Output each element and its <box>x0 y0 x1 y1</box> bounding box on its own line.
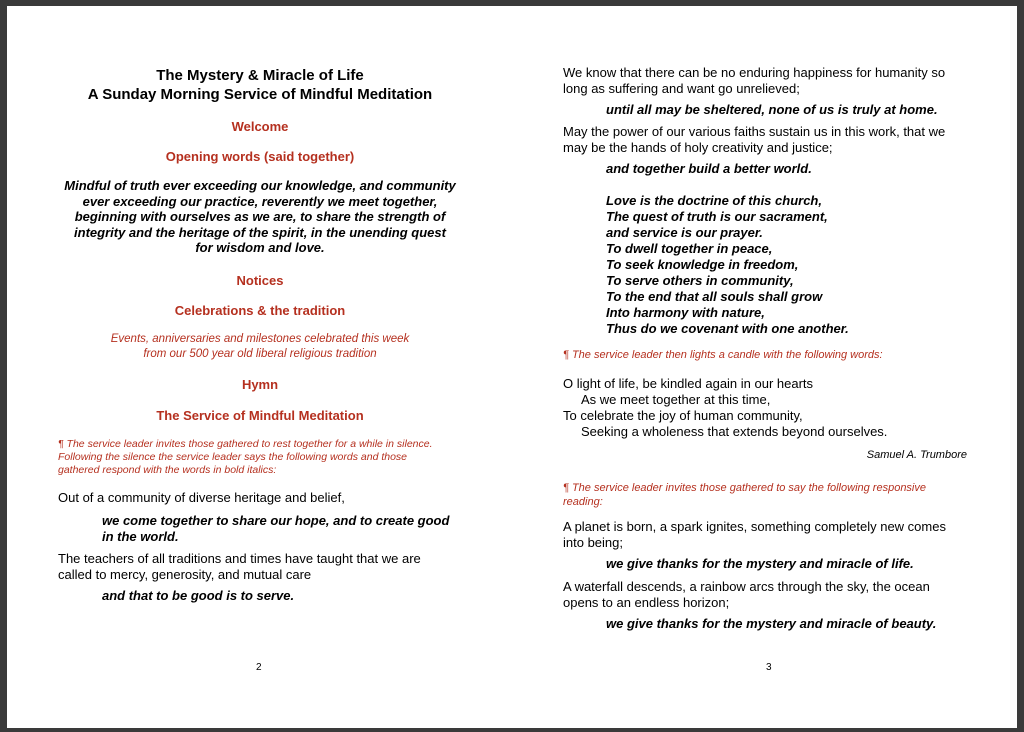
page-number: 3 <box>766 662 772 673</box>
page-number: 2 <box>256 662 262 673</box>
response: and together build a better world. <box>606 161 812 176</box>
note-line: gathered respond with the words in bold italics: <box>58 463 277 476</box>
response: we give thanks for the mystery and miracle of beauty. <box>606 616 937 631</box>
call-line: The teachers of all traditions and times have taught that we are <box>58 551 421 566</box>
poem-line: O light of life, be kindled again in our hearts <box>563 376 814 391</box>
subtitle-line: A Sunday Morning Service of Mindful Meditation <box>87 86 433 103</box>
response-line: in the world. <box>102 529 179 544</box>
opening-line: integrity and the heritage of the spirit, in the unending quest <box>74 224 446 240</box>
call-line: called to mercy, generosity, and mutual care <box>58 567 312 582</box>
call-paragraph <box>563 124 945 156</box>
poem-line: To celebrate the joy of human community, <box>563 408 803 423</box>
response <box>102 513 449 545</box>
covenant-line: Thus do we covenant with one another. <box>606 321 849 336</box>
poem-line: As we meet together at this time, <box>581 392 771 407</box>
poem <box>563 376 887 440</box>
attribution: Samuel A. Trumbore <box>866 449 967 461</box>
covenant-line: To seek knowledge in freedom, <box>606 257 799 272</box>
call-line: long as suffering and want go unrelieved; <box>563 81 800 96</box>
note-line: Following the silence the service leader says the following words and those <box>58 450 408 463</box>
opening-heading: Opening words (said together) <box>165 149 355 164</box>
note-line: ¶ The service leader invites those gathered to say the following responsive <box>563 482 926 494</box>
instruction-note <box>58 438 478 476</box>
opening-line: for wisdom and love. <box>195 240 325 256</box>
title-line: The Mystery & Miracle of Life <box>156 67 364 84</box>
response: and that to be good is to serve. <box>102 588 295 603</box>
call-line: into being; <box>563 535 623 550</box>
covenant <box>606 193 849 337</box>
response: we give thanks for the mystery and miracle of life. <box>606 556 914 571</box>
notices-heading: Notices <box>236 273 284 288</box>
celebrations-heading: Celebrations & the tradition <box>174 303 346 318</box>
covenant-line: and service is our prayer. <box>606 225 763 240</box>
call-paragraph <box>563 579 930 611</box>
call-line: may be the hands of holy creativity and justice; <box>563 140 833 155</box>
covenant-line: To the end that all souls shall grow <box>606 289 823 304</box>
call-paragraph <box>563 65 945 97</box>
covenant-line: To dwell together in peace, <box>606 241 773 256</box>
poem-line: Seeking a wholeness that extends beyond ourselves. <box>581 424 888 439</box>
note-line: reading: <box>563 496 603 508</box>
call-line: We know that there can be no enduring happiness for humanity so <box>563 65 946 80</box>
left-page <box>7 6 512 728</box>
right-page <box>512 6 1017 728</box>
document-spread <box>7 6 1017 728</box>
service-heading: The Service of Mindful Meditation <box>156 408 364 423</box>
call-line: Out of a community of diverse heritage and belief, <box>58 490 345 505</box>
call-line: opens to an endless horizon; <box>563 595 730 610</box>
events-description <box>57 332 463 362</box>
call-line: A waterfall descends, a rainbow arcs through the sky, the ocean <box>563 579 930 594</box>
opening-line: beginning with ourselves as we are, to share the strength of <box>74 209 446 225</box>
response: until all may be sheltered, none of us is truly at home. <box>606 102 938 117</box>
note-line: ¶ The service leader invites those gathered to rest together for a while in silence. <box>58 438 433 450</box>
call-line: A planet is born, a spark ignites, something completely new comes <box>563 519 946 534</box>
responsive-note <box>563 481 983 509</box>
covenant-line: To serve others in community, <box>606 273 794 288</box>
covenant-line: The quest of truth is our sacrament, <box>606 209 828 224</box>
page-title <box>57 66 463 104</box>
call-paragraph <box>58 551 421 583</box>
opening-line: Mindful of truth ever exceeding our knowledge, and community <box>64 178 456 193</box>
call-paragraph <box>563 519 946 551</box>
opening-words <box>57 178 463 256</box>
response-line: we come together to share our hope, and to create good <box>102 513 450 528</box>
hymn-heading: Hymn <box>241 377 279 392</box>
covenant-line: Into harmony with nature, <box>606 305 765 320</box>
call-line: May the power of our various faiths sustain us in this work, that we <box>563 124 946 139</box>
opening-line: ever exceeding our practice, reverently we meet together, <box>82 193 438 209</box>
events-line: from our 500 year old liberal religious tradition <box>143 348 377 360</box>
candle-note: ¶ The service leader then lights a candle with the following words: <box>563 349 883 361</box>
welcome-heading: Welcome <box>231 119 289 134</box>
covenant-line: Love is the doctrine of this church, <box>606 193 822 208</box>
events-line: Events, anniversaries and milestones celebrated this week <box>110 333 410 345</box>
